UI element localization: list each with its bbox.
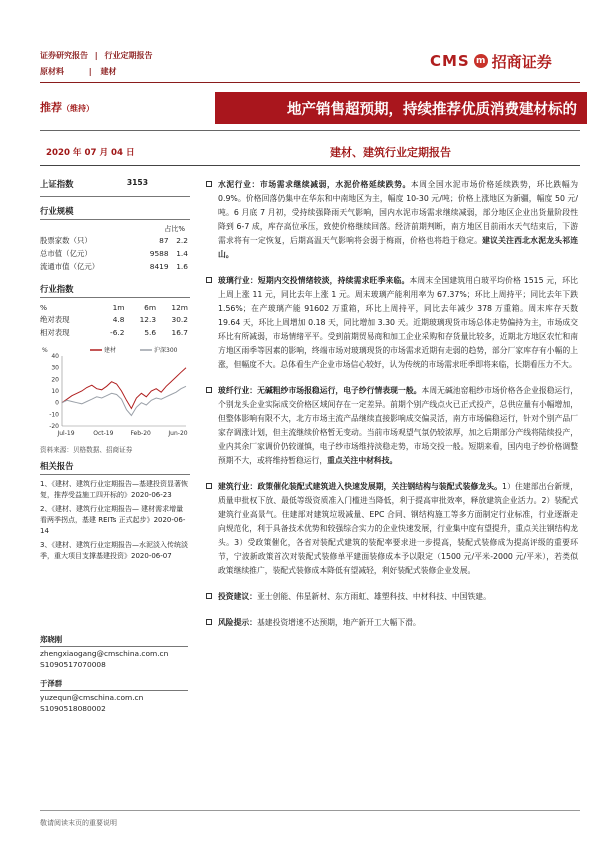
scale-label: 流通市值（亿元） <box>40 262 100 271</box>
series-line-industry <box>62 368 186 409</box>
rating-label: 推荐 <box>40 101 62 114</box>
scale-unit: 占比% <box>164 225 185 233</box>
index-title: 行业指数 <box>40 284 74 294</box>
analyst-name: 郑晓刚 <box>40 635 63 644</box>
bullet-icon <box>206 593 212 599</box>
related-title: 相关报告 <box>40 461 74 471</box>
scale-title: 行业规模 <box>40 206 74 216</box>
scale-value: 9588 <box>149 249 169 258</box>
legend-label: 沪深300 <box>154 347 178 354</box>
logo-latin: CMS <box>430 52 470 70</box>
scale-pct: 1.6 <box>176 262 188 271</box>
bullet-icon <box>206 387 212 393</box>
table-row <box>40 260 188 273</box>
section-divider <box>40 196 190 197</box>
paragraph-lead: 玻纤行业：无碱粗纱市场报稳运行，电子纱行情表现一般。 <box>218 386 422 395</box>
y-tick-label: 40 <box>51 353 59 360</box>
bullet-icon <box>206 483 212 489</box>
bullet-icon <box>206 181 212 187</box>
performance-table <box>40 302 188 339</box>
analyst-email[interactable]: yuzequn@cmschina.com.cn <box>40 693 144 702</box>
paragraph-text: 本周末全国建筑用白玻平均价格 1515 元，环比上周上涨 11 元，同比去年上涨 1 元。周末玻璃产能利用率为 67.37%；环比上周持平；同比去年下跌 1.56%；在产玻璃产能 91602 万重箱，环比上周持平，同比去年减少 378 万重箱。周末库存天数 19.64 天，环比上周增加 0.18 天，同比增加 3.30 天。近期玻璃现货市场总体走势偏持为主，市场成交环比有所减弱，市场情绪平平。受到前期贸易商和加工企业采购和存货量比较多，近期北方地区农忙和南方地区雨季等因素的影响，终端市场对玻璃现货的市场需求近期有走弱的趋势，部分厂家库存有小幅的上涨，但幅度不大。总体看生产企业市场信心较好，认为传统的市场需求旺季即将来临，长期看压力不大。 <box>218 276 578 369</box>
x-tick-label: Feb-20 <box>130 430 151 437</box>
logo-chinese: 招商证券 <box>491 52 552 71</box>
market-index-label: 上证指数 <box>40 179 74 189</box>
perf-value: 4.8 <box>112 315 125 324</box>
perf-value: -6.2 <box>110 328 125 337</box>
header-separator: | <box>94 51 98 60</box>
paragraph-lead: 建筑行业：政策催化装配式建筑进入快速发展期，关注钢结构与装配式装修龙头。 <box>218 482 503 491</box>
related-report-link[interactable]: 3、《建材、建筑行业定期报告—水泥淡入传统淡季，重大项目支撑基建投资》2020-06-07 <box>40 541 188 560</box>
section-divider <box>40 690 188 691</box>
industry-name: 建材 <box>100 67 117 76</box>
table-row <box>40 247 188 260</box>
summary-paragraph <box>206 274 578 372</box>
summary-paragraph <box>206 178 578 262</box>
rating-sub: （维持） <box>62 104 94 113</box>
section-divider <box>40 219 190 220</box>
perf-value: 12.3 <box>139 315 157 324</box>
paragraph-tail: 建议关注西北水泥龙头祁连山。 <box>218 236 579 259</box>
table-row <box>40 313 188 326</box>
section-divider <box>40 297 190 298</box>
chart-source: 资料来源：贝格数据、招商证券 <box>40 446 133 454</box>
report-body <box>206 178 578 642</box>
paragraph-lead: 玻璃行业：短期内交投情绪较淡，持续需求旺季来临。 <box>218 276 410 285</box>
analysts <box>40 634 188 714</box>
perf-header-cell: 12m <box>171 303 188 312</box>
y-tick-label: 10 <box>51 388 59 395</box>
scale-label: 股票家数（只） <box>40 236 92 245</box>
paragraph-text: 本周全国水泥市场价格延续跌势，环比跌幅为 0.9%。价格回落仍集中在华东和中南地区为主，幅度 10-30 元/吨；价格上涨地区为新疆，幅度 50 元/吨。6 月底 7 月初，受持续强降雨天气影响，国内水泥市场需求继续减弱，部分地区企业出货量阶段性降到 6-7 成，库存高位承压，致使价格继续回落。经济前期判断，南方地区目前雨水天气结束后，下游需求将有一定恢复，后期高温天气影响将会弱于梅雨，价格也将趋于稳定。 <box>218 180 578 245</box>
paragraph-text: 1）住建部出台新规，质量申批权下放、最低等级资质准入门槛进当降低，利于提高审批效率，释放建筑企业活力。2）装配式建筑行业高景气。住建部对建筑垃圾减量、EPC 合同、钢结构施工等多方面制定行业标准，行业逐渐走向规范化，利于具备技术优势和较强综合实力的企业快速发展，行业集中度有望提升，重点关注钢结构龙头。3）受政策催化，各省对装配式建筑的装配率要求进一步提高，装配式装修成为提高评级的重要环节，宁波新政策首次对装配式装修单平建面装修成本予以限定（1500 元/平米-2000 元/平米），若类似政策继续推广，装配式装修成本降低有望减轻，利好装配式装修企业发展。 <box>218 482 578 575</box>
x-tick-label: Oct-19 <box>93 430 114 437</box>
section-divider <box>40 474 190 475</box>
related-report-link[interactable]: 2、《建材、建筑行业定期报告— 建材需求增量看两季拐点，基建 REITs 正式起步》2020-06-14 <box>40 505 186 535</box>
title-divider <box>40 130 580 131</box>
sidebar <box>40 178 190 713</box>
industry-index-chart <box>40 342 190 442</box>
market-index <box>40 178 148 190</box>
industry-line <box>40 66 117 77</box>
y-tick-label: 0 <box>55 399 59 407</box>
section-divider <box>40 646 188 647</box>
summary-paragraph <box>206 384 578 468</box>
logo-badge-icon: m <box>474 54 488 68</box>
report-date: 2020 年 07 月 04 日 <box>46 148 135 158</box>
market-index-value: 3153 <box>126 178 148 187</box>
paragraph-lead: 投资建议： <box>218 592 257 601</box>
headline-bar <box>215 92 587 124</box>
legend-label: 建材 <box>104 347 117 354</box>
series-line-benchmark <box>62 386 186 415</box>
perf-header-cell: % <box>40 303 48 312</box>
perf-value: 16.7 <box>171 328 188 337</box>
paragraph-tail: 重点关注中材科技。 <box>327 456 398 465</box>
perf-header-cell: 6m <box>144 303 157 312</box>
report-subcategory: 行业定期报告 <box>104 51 153 60</box>
headline: 地产销售超预期，持续推荐优质消费建材标的 <box>287 101 577 118</box>
x-tick-label: Jun-20 <box>168 430 188 437</box>
scale-label: 总市值（亿元） <box>40 249 92 258</box>
paragraph-lead: 风险提示： <box>218 618 257 627</box>
scale-pct: 1.4 <box>176 249 188 258</box>
scale-pct: 2.2 <box>176 236 188 245</box>
related-report-link[interactable]: 1、《建材、建筑行业定期报告—基建投资显著恢复，推荐受益施工四开标的》2020-06-23 <box>40 480 188 499</box>
rating <box>40 99 94 115</box>
scale-table <box>40 234 188 273</box>
analyst-name: 于泽群 <box>40 679 63 688</box>
report-type-line <box>40 50 153 61</box>
summary-paragraph <box>206 480 578 578</box>
report-category: 证券研究报告 <box>40 51 88 60</box>
scale-value: 87 <box>159 236 169 245</box>
paragraph-text: 亚士创能、伟星新材、东方雨虹、雄塑科技、中材科技、中国铁建。 <box>256 592 491 601</box>
perf-header-cell: 1m <box>112 303 125 312</box>
y-axis-unit: % <box>42 347 48 354</box>
header-separator: | <box>88 67 92 76</box>
y-tick-label: 20 <box>51 376 59 384</box>
paragraph-text: 基建投资增速不达预期，地产新开工大幅下滑。 <box>256 618 421 627</box>
table-row <box>40 326 188 339</box>
x-tick-label: Jul-19 <box>57 430 75 437</box>
y-tick-label: -20 <box>49 423 59 430</box>
paragraph-text: 本周无碱池窑粗纱市场价格各企业报稳运行，个别龙头企业实际成交价格区域间存在一定差异。前期个别产线点火已正式投产，总供应量有小幅增加，但整体影响有限不大，北方市场主流产品继续直接影响成交偏灵活，南方市场偏稳运行，针对个别产品厂家存调涨计划，但主流继续价格暂无变动。当前市场观望气氛仍较浓厚，加之后期部分产线将陆续投产，业内其余厂家调价仍较谨慎，电子纱市场维持淡稳走势，市场交投一般。短期来看，国内电子纱价格调整预期不大，或将维持暂稳运行， <box>218 386 579 465</box>
paragraph-lead: 水泥行业：市场需求继续减弱，水泥价格延续跌势。 <box>218 180 411 189</box>
footer-note: 敬请阅读末页的重要说明 <box>40 819 117 827</box>
scale-value: 8419 <box>149 262 169 271</box>
perf-label: 相对表现 <box>40 328 70 337</box>
header-divider <box>40 82 580 83</box>
perf-value: 5.6 <box>144 328 157 337</box>
risk-warning <box>206 616 578 630</box>
y-tick-label: -10 <box>49 411 59 419</box>
table-header <box>40 302 188 313</box>
analyst-id: S1090517070008 <box>40 660 106 669</box>
bullet-icon <box>206 277 212 283</box>
analyst-id: S1090518080002 <box>40 704 106 713</box>
analyst-email[interactable]: zhengxiaogang@cmschina.com.cn <box>40 649 169 658</box>
table-row <box>40 234 188 247</box>
report-subtitle: 建材、建筑行业定期报告 <box>330 146 451 159</box>
industry-sector: 原材料 <box>40 67 64 76</box>
company-logo <box>430 50 580 72</box>
y-tick-label: 30 <box>51 364 59 372</box>
related-reports <box>40 479 190 562</box>
perf-value: 30.2 <box>171 315 188 324</box>
bullet-icon <box>206 619 212 625</box>
investment-advice <box>206 590 578 604</box>
subtitle-divider <box>40 165 580 166</box>
perf-label: 绝对表现 <box>40 315 70 324</box>
footer-divider <box>40 810 580 811</box>
